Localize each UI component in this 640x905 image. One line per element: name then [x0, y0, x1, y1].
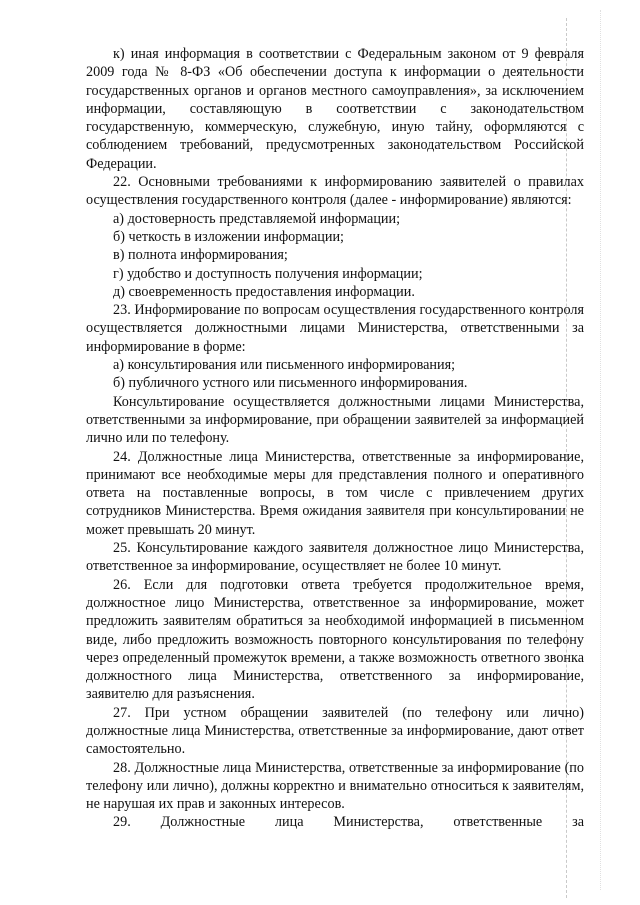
paragraph-consulting: Консультирование осуществляется должностными лицами Министерства, ответственными за информирование, при обращении заявителей за информацией лично или по телефону. [86, 393, 584, 447]
list-item-22a: а) достоверность представляемой информации; [113, 210, 401, 227]
paragraph-28: 28. Должностные лица Министерства, ответственные за информирование (по телефону или лично), должны корректно и внимательно относиться к заявителям, не нарушая их прав и законных интересов. [86, 759, 584, 813]
paragraph-27: 27. При устном обращении заявителей (по телефону или лично) должностные лица Министерства, ответственные за информирование, дают ответ самостоятельно. [86, 704, 584, 758]
paragraph-k: к) иная информация в соответствии с Федеральным законом от 9 февраля 2009 года № 8-ФЗ «Об обеспечении доступа к информации о деятельности государственных органов и органов местного самоуправления», за исключением информации, составляющую в соответствии с законодательством государственную, коммерческую, служебную, иную тайну, оформляются с соблюдением требований, предусмотренных законодательством Российской Федерации. [86, 46, 584, 172]
paragraph-24: 24. Должностные лица Министерства, ответственные за информирование, принимают все необходимые меры для представления полного и оперативного ответа на поставленные вопросы, в том числе с привлечением других сотрудников Министерства. Время ожидания заявителя при консультировании не может превышать 20 минут. [86, 448, 584, 538]
paragraph-23: 23. Информирование по вопросам осуществления государственного контроля осуществляется должностными лицами Министерства, ответственными за информирование в форме: [86, 302, 584, 355]
document-body [86, 45, 584, 832]
list-item-22d: д) своевременность предоставления информации. [113, 283, 415, 300]
list-item-22b: б) четкость в изложении информации; [113, 228, 345, 245]
paragraph-29: 29. Должностные лица Министерства, ответственные за [113, 814, 584, 831]
paragraph-22: 22. Основными требованиями к информированию заявителей о правилах осуществления государственного контроля (далее - информирование) являются: [86, 174, 584, 209]
list-item-22v: в) полнота информирования; [113, 247, 288, 264]
paragraph-26: 26. Если для подготовки ответа требуется продолжительное время, должностное лицо Министерства, ответственное за информирование, может предложить заявителям обратиться за необходимой информацией в письменном виде, либо предложить возможность повторного консультирования по телефону через определенный промежуток времени, а также возможность ответного звонка должностного лица Министерства, ответственного за информирование, заявителю для разъяснения. [86, 576, 584, 703]
list-item-22g: г) удобство и доступность получения информации; [113, 265, 423, 282]
paragraph-25: 25. Консультирование каждого заявителя должностное лицо Министерства, ответственное за информирование, осуществляет не более 10 минут. [86, 540, 584, 575]
list-item-23b: б) публичного устного или письменного информирования. [113, 375, 468, 392]
list-item-23a: а) консультирования или письменного информирования; [113, 357, 456, 374]
scan-artifact-line-2 [600, 10, 601, 890]
